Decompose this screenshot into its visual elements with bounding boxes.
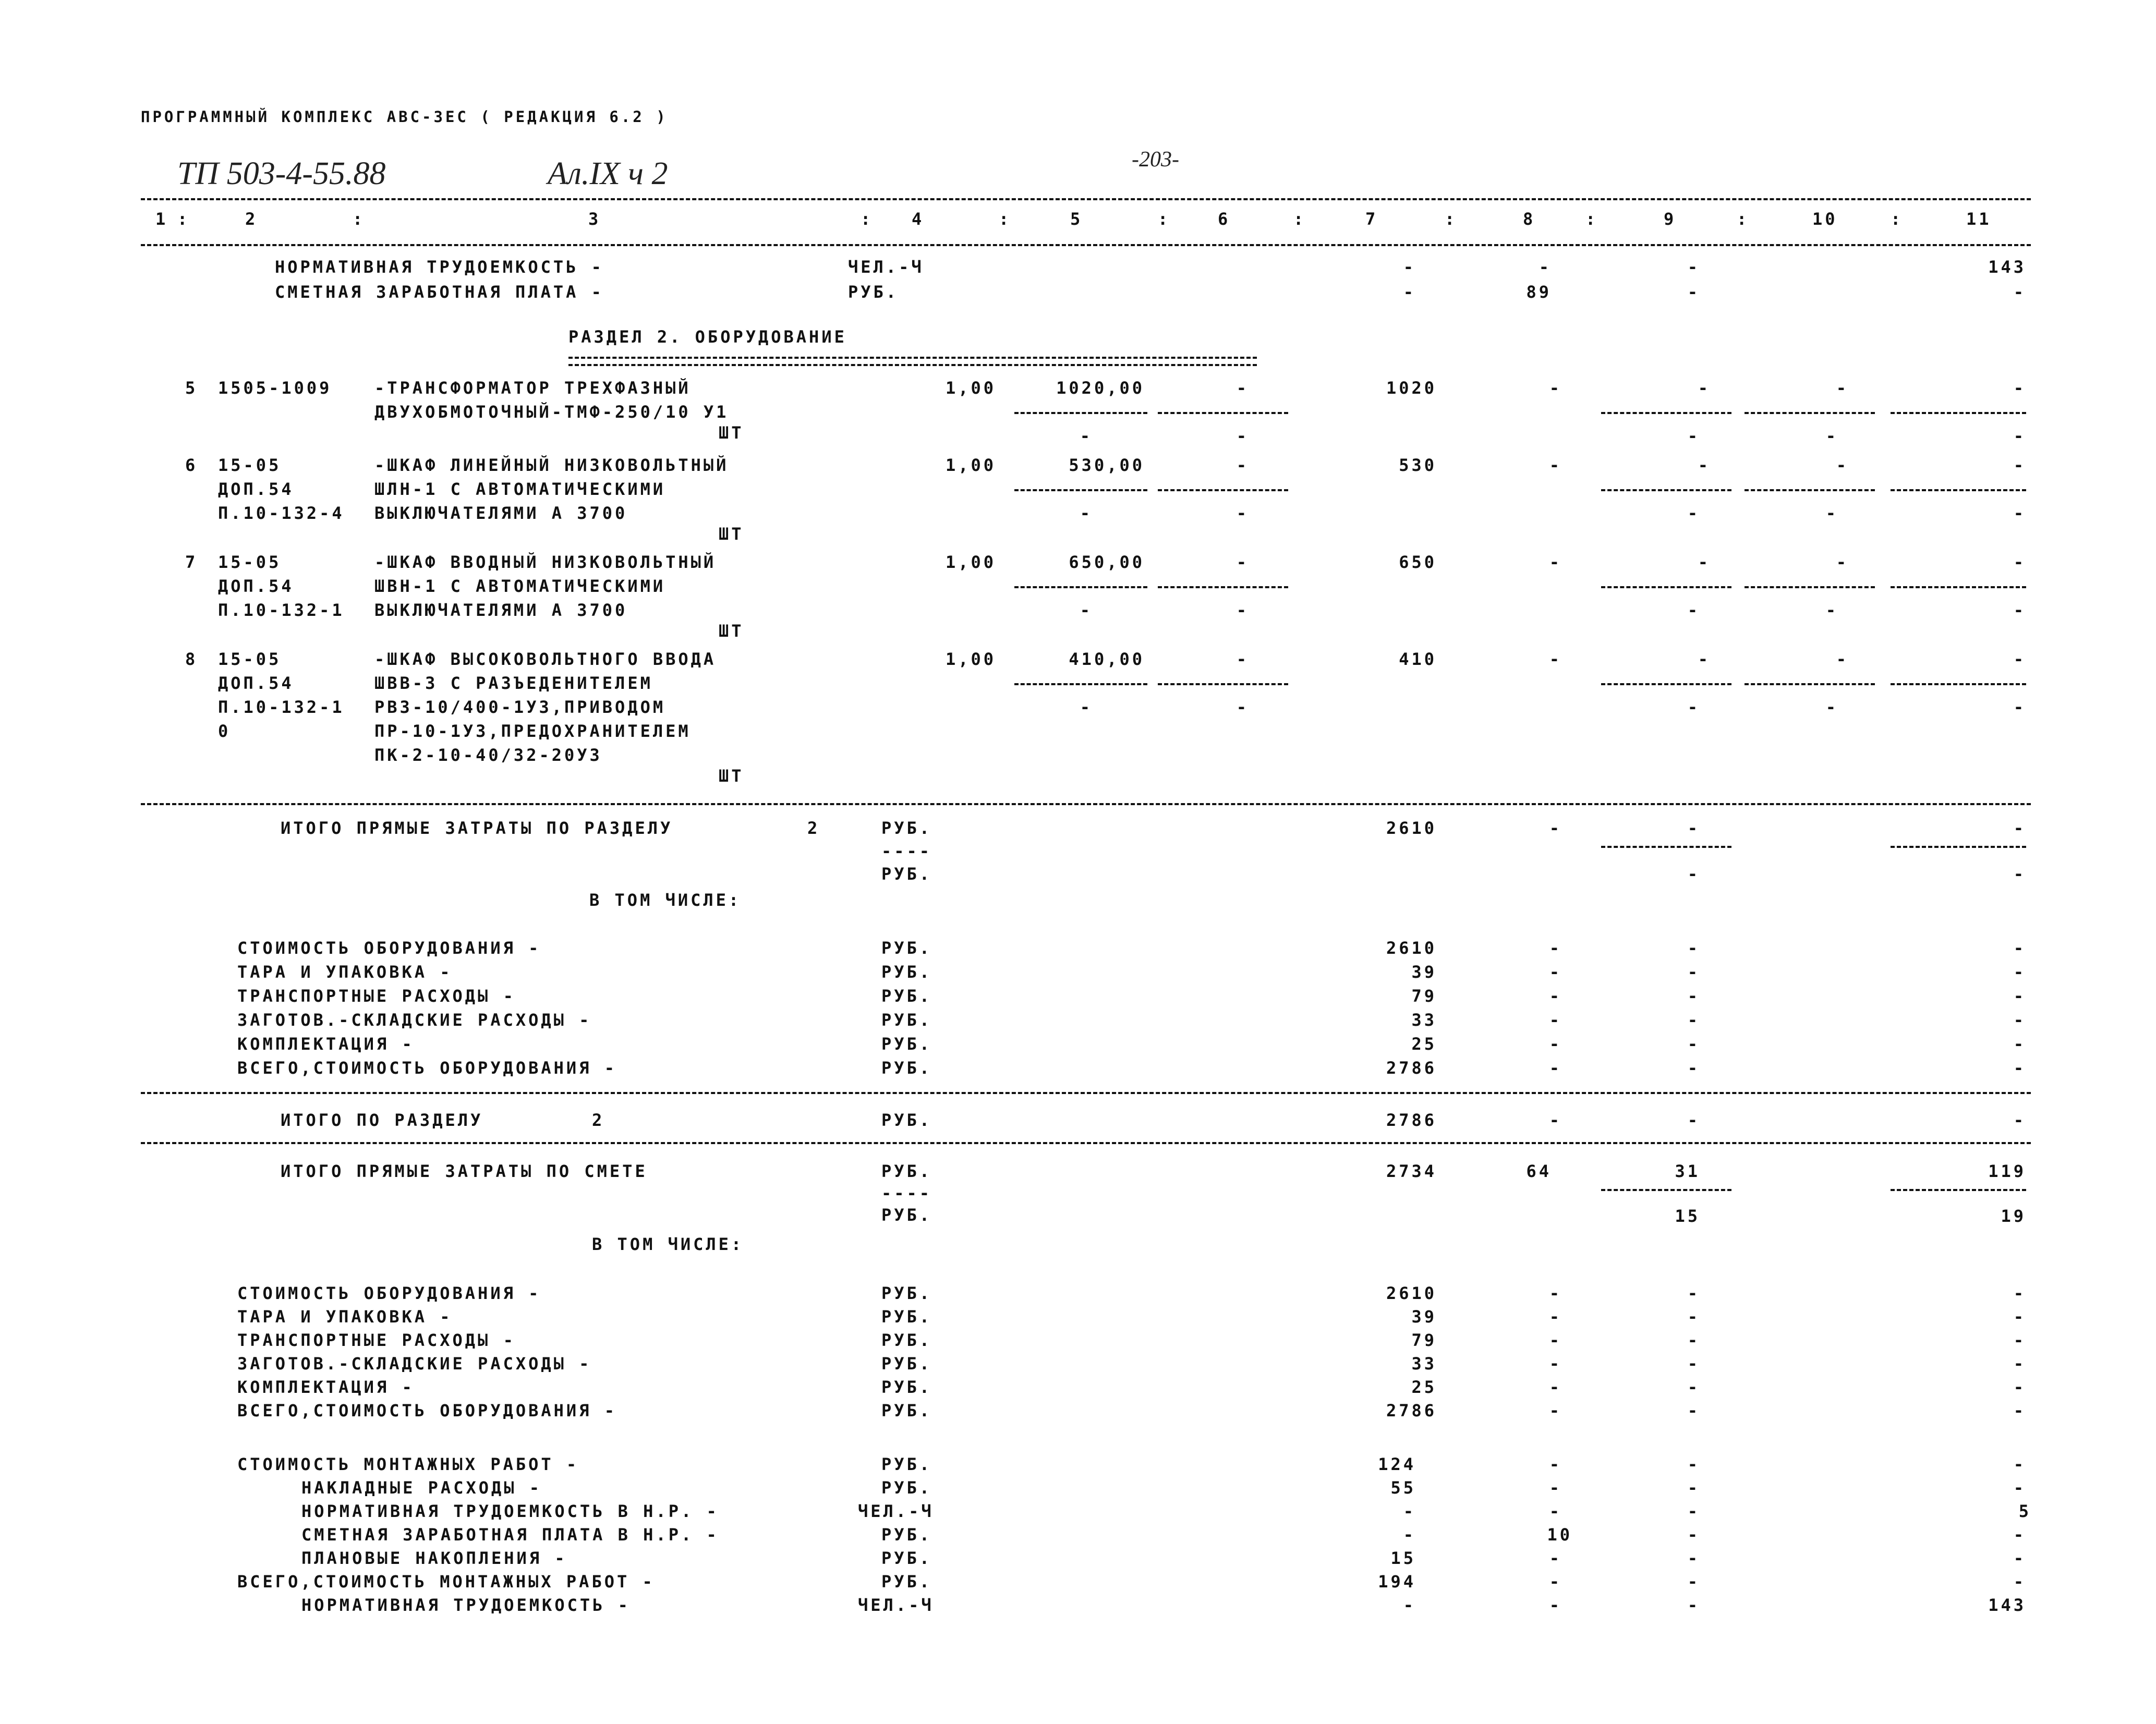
section-total-unit: РУБ. [881, 1110, 932, 1130]
item-name: ШВВ-3 С РАЗЪЕДЕНИТЕЛЕМ [374, 673, 653, 693]
item-c10-rule [1745, 586, 1875, 588]
section-total-c9: - [1687, 1110, 1700, 1130]
item-price-sub: - [1080, 426, 1093, 446]
section-total-bottom-rule [141, 1142, 2031, 1144]
column-number: 4 [912, 209, 925, 229]
item-c10-sub: - [1825, 426, 1838, 446]
column-separator: : [1158, 209, 1171, 229]
estimate-direct-costs-c9-rule [1601, 1189, 1731, 1191]
item-code: П.10-132-1 [218, 600, 345, 620]
direct-costs-section-number: 2 [807, 818, 820, 838]
breakdown-c11: - [2013, 1330, 2026, 1350]
item-c10-rule [1745, 489, 1875, 491]
item-c6-rule [1158, 489, 1288, 491]
item-c11-sub: - [2013, 697, 2026, 717]
including-label: В ТОМ ЧИСЛЕ: [589, 890, 742, 910]
item-code: 1505-1009 [218, 378, 332, 398]
top-total-label: СМЕТНАЯ ЗАРАБОТНАЯ ПЛАТА - [275, 282, 604, 302]
breakdown-c9: - [1687, 1401, 1700, 1421]
item-price: 650,00 [1069, 552, 1145, 572]
estimate-direct-costs-unit-dashes: ---- [881, 1183, 932, 1203]
top-total-c8: - [1539, 257, 1552, 277]
mounting-c9: - [1687, 1595, 1700, 1615]
mounting-c11: 5 [2018, 1501, 2031, 1521]
breakdown-c9: - [1687, 1034, 1700, 1054]
item-total: 410 [1399, 649, 1437, 669]
item-code: ДОП.54 [218, 673, 294, 693]
column-separator: : [1293, 209, 1306, 229]
breakdown-unit: РУБ. [881, 938, 932, 958]
mounting-label: ПЛАНОВЫЕ НАКОПЛЕНИЯ - [301, 1548, 567, 1568]
breakdown-unit: РУБ. [881, 1377, 932, 1397]
item-c6-rule [1158, 412, 1288, 414]
estimate-direct-costs-c9: 31 [1675, 1161, 1700, 1181]
item-c6-rule [1158, 586, 1288, 588]
item-total: 1020 [1386, 378, 1437, 398]
item-c9: - [1698, 552, 1711, 572]
doc-code: ТП 503-4-55.88 [177, 156, 386, 191]
mounting-c9: - [1687, 1478, 1700, 1498]
item-price-rule [1014, 683, 1147, 685]
item-c10-sub: - [1825, 600, 1838, 620]
breakdown-c9: - [1687, 1377, 1700, 1397]
top-total-unit: РУБ. [848, 282, 899, 302]
breakdown-c8: - [1549, 1377, 1562, 1397]
item-c8: - [1549, 378, 1562, 398]
breakdown-c8: - [1549, 1307, 1562, 1327]
mounting-unit: РУБ. [881, 1548, 932, 1568]
direct-costs-c11: - [2013, 818, 2026, 838]
section-title-double-rule [568, 357, 1257, 366]
breakdown-c7: 25 [1411, 1034, 1437, 1054]
top-total-unit: ЧЕЛ.-Ч [848, 257, 924, 277]
item-price: 530,00 [1069, 455, 1145, 475]
estimate-direct-costs-c11-sub: 19 [2001, 1206, 2026, 1226]
item-c8: - [1549, 649, 1562, 669]
breakdown-c7: 79 [1411, 1330, 1437, 1350]
breakdown-unit: РУБ. [881, 1034, 932, 1054]
item-c10: - [1836, 455, 1849, 475]
item-c11-sub: - [2013, 426, 2026, 446]
item-name: ВЫКЛЮЧАТЕЛЯМИ А 3700 [374, 503, 628, 523]
column-separator: : [1891, 209, 1904, 229]
item-name: -ШКАФ ВВОДНЫЙ НИЗКОВОЛЬТНЫЙ [374, 552, 717, 572]
item-name: -ТРАНСФОРМАТОР ТРЕХФАЗНЫЙ [374, 378, 691, 398]
item-unit: ШТ [719, 766, 744, 786]
mounting-unit: ЧЕЛ.-Ч [858, 1595, 934, 1615]
breakdown-label: СТОИМОСТЬ ОБОРУДОВАНИЯ - [237, 938, 541, 958]
item-code: 0 [218, 721, 231, 741]
breakdown-c11: - [2013, 1010, 2026, 1030]
mounting-c9: - [1687, 1525, 1700, 1545]
item-code: ДОП.54 [218, 479, 294, 499]
direct-costs-unit-dashes: ---- [881, 841, 932, 861]
item-c11: - [2013, 552, 2026, 572]
item-c6: - [1236, 649, 1249, 669]
estimate-direct-costs-unit: РУБ. [881, 1161, 932, 1181]
item-c9-sub: - [1687, 503, 1700, 523]
breakdown-c7: 33 [1411, 1354, 1437, 1374]
item-c6-sub: - [1236, 503, 1249, 523]
item-price: 410,00 [1069, 649, 1145, 669]
top-total-c9: - [1687, 257, 1700, 277]
item-c9-sub: - [1687, 600, 1700, 620]
breakdown-label: ЗАГОТОВ.-СКЛАДСКИЕ РАСХОДЫ - [237, 1010, 592, 1030]
mounting-c7: - [1403, 1595, 1416, 1615]
mounting-c8: - [1549, 1548, 1562, 1568]
top-total-c9: - [1687, 282, 1700, 302]
item-unit: ШТ [719, 621, 744, 641]
breakdown-unit: РУБ. [881, 1058, 932, 1078]
item-price-rule [1014, 489, 1147, 491]
mounting-c9: - [1687, 1501, 1700, 1521]
mounting-c11: - [2013, 1478, 2026, 1498]
item-c11-sub: - [2013, 600, 2026, 620]
breakdown-c7: 2610 [1386, 1283, 1437, 1303]
breakdown-c7: 25 [1411, 1377, 1437, 1397]
column-number: 3 [588, 209, 601, 229]
column-number: 1 [155, 209, 168, 229]
item-name: -ШКАФ ЛИНЕЙНЫЙ НИЗКОВОЛЬТНЫЙ [374, 455, 729, 475]
breakdown-c11: - [2013, 1354, 2026, 1374]
mounting-label: СТОИМОСТЬ МОНТАЖНЫХ РАБОТ - [237, 1454, 579, 1474]
item-c6: - [1236, 378, 1249, 398]
mounting-label: НАКЛАДНЫЕ РАСХОДЫ - [301, 1478, 542, 1498]
item-qty: 1,00 [945, 649, 996, 669]
breakdown-c9: - [1687, 1058, 1700, 1078]
header-bottom-rule [141, 244, 2031, 246]
breakdown-c9: - [1687, 1307, 1700, 1327]
item-c9-rule [1601, 586, 1731, 588]
breakdown-label: ТРАНСПОРТНЫЕ РАСХОДЫ - [237, 1330, 516, 1350]
item-code: 15-05 [218, 455, 282, 475]
direct-costs-c7: 2610 [1386, 818, 1437, 838]
item-total: 530 [1399, 455, 1437, 475]
breakdown-c9: - [1687, 1283, 1700, 1303]
item-name: -ШКАФ ВЫСОКОВОЛЬТНОГО ВВОДА [374, 649, 717, 669]
breakdown-c11: - [2013, 986, 2026, 1006]
mounting-c8: - [1549, 1478, 1562, 1498]
mounting-c7: 55 [1390, 1478, 1416, 1498]
direct-costs-c9: - [1687, 818, 1700, 838]
estimate-direct-costs-c11-rule [1891, 1189, 2026, 1191]
mounting-unit: РУБ. [881, 1478, 932, 1498]
breakdown-c11: - [2013, 1377, 2026, 1397]
mounting-c9: - [1687, 1548, 1700, 1568]
section-total-c11: - [2013, 1110, 2026, 1130]
item-c10-sub: - [1825, 503, 1838, 523]
item-total: 650 [1399, 552, 1437, 572]
item-price-sub: - [1080, 697, 1093, 717]
mounting-c9: - [1687, 1454, 1700, 1474]
item-c9-rule [1601, 412, 1731, 414]
breakdown-c7: 2786 [1386, 1058, 1437, 1078]
breakdown-c11: - [2013, 962, 2026, 982]
item-c11: - [2013, 649, 2026, 669]
mounting-c11: - [2013, 1572, 2026, 1592]
direct-costs-c11-rule [1891, 846, 2026, 848]
breakdown-unit: РУБ. [881, 962, 932, 982]
column-number: 2 [245, 209, 258, 229]
item-name: ШВН-1 С АВТОМАТИЧЕСКИМИ [374, 576, 666, 596]
mounting-label: НОРМАТИВНАЯ ТРУДОЕМКОСТЬ - [301, 1595, 631, 1615]
item-name: ПР-10-1У3,ПРЕДОХРАНИТЕЛЕМ [374, 721, 691, 741]
breakdown-c8: - [1549, 962, 1562, 982]
section-total-section-number: 2 [592, 1110, 605, 1130]
item-c11: - [2013, 455, 2026, 475]
item-c6-sub: - [1236, 600, 1249, 620]
breakdown-c7: 33 [1411, 1010, 1437, 1030]
breakdown-c11: - [2013, 938, 2026, 958]
item-c8: - [1549, 455, 1562, 475]
direct-costs-c11-sub: - [2013, 864, 2026, 884]
item-c10: - [1836, 552, 1849, 572]
breakdown-label: СТОИМОСТЬ ОБОРУДОВАНИЯ - [237, 1283, 541, 1303]
column-separator: : [861, 209, 874, 229]
column-separator: : [1737, 209, 1750, 229]
item-c9-sub: - [1687, 697, 1700, 717]
item-c6-sub: - [1236, 697, 1249, 717]
item-c11-rule [1891, 412, 2026, 414]
breakdown-c9: - [1687, 962, 1700, 982]
column-separator: : [1445, 209, 1458, 229]
direct-costs-unit2: РУБ. [881, 864, 932, 884]
breakdown-c11: - [2013, 1058, 2026, 1078]
column-separator: : [353, 209, 366, 229]
mounting-label: ВСЕГО,СТОИМОСТЬ МОНТАЖНЫХ РАБОТ - [237, 1572, 655, 1592]
item-name: ШЛН-1 С АВТОМАТИЧЕСКИМИ [374, 479, 666, 499]
item-c10-rule [1745, 412, 1875, 414]
breakdown-c8: - [1549, 1330, 1562, 1350]
breakdown-label: ВСЕГО,СТОИМОСТЬ ОБОРУДОВАНИЯ - [237, 1058, 617, 1078]
item-code: П.10-132-1 [218, 697, 345, 717]
item-code: 15-05 [218, 552, 282, 572]
breakdown-c9: - [1687, 986, 1700, 1006]
item-c6-sub: - [1236, 426, 1249, 446]
mounting-c11: 143 [1988, 1595, 2026, 1615]
mounting-unit: РУБ. [881, 1525, 932, 1545]
item-code: П.10-132-4 [218, 503, 345, 523]
breakdown-c8: - [1549, 1010, 1562, 1030]
breakdown-c7: 39 [1411, 962, 1437, 982]
mounting-c7: 124 [1378, 1454, 1416, 1474]
item-price-sub: - [1080, 503, 1093, 523]
item-c10-sub: - [1825, 697, 1838, 717]
breakdown-c7: 2610 [1386, 938, 1437, 958]
item-c9: - [1698, 649, 1711, 669]
breakdown-c11: - [2013, 1283, 2026, 1303]
item-price: 1020,00 [1056, 378, 1145, 398]
breakdown-c7: 39 [1411, 1307, 1437, 1327]
item-price-rule [1014, 412, 1147, 414]
item-c6: - [1236, 552, 1249, 572]
top-total-label: НОРМАТИВНАЯ ТРУДОЕМКОСТЬ - [275, 257, 604, 277]
direct-costs-top-rule [141, 803, 2031, 805]
top-total-c11: 143 [1988, 257, 2026, 277]
item-name: ДВУХОБМОТОЧНЫЙ-ТМФ-250/10 У1 [374, 402, 729, 422]
estimate-direct-costs-c8: 64 [1526, 1161, 1552, 1181]
item-c9-sub: - [1687, 426, 1700, 446]
item-c9-rule [1601, 683, 1731, 685]
breakdown-c8: - [1549, 1058, 1562, 1078]
breakdown-c8: - [1549, 938, 1562, 958]
breakdown-label: КОМПЛЕКТАЦИЯ - [237, 1034, 415, 1054]
breakdown-c7: 2786 [1386, 1401, 1437, 1421]
breakdown-c9: - [1687, 938, 1700, 958]
column-number: 9 [1664, 209, 1677, 229]
breakdown-unit: РУБ. [881, 1283, 932, 1303]
breakdown-label: ЗАГОТОВ.-СКЛАДСКИЕ РАСХОДЫ - [237, 1354, 592, 1374]
item-qty: 1,00 [945, 378, 996, 398]
item-c9: - [1698, 455, 1711, 475]
item-price-sub: - [1080, 600, 1093, 620]
item-name: ПК-2-10-40/32-20У3 [374, 745, 602, 765]
section-total-label: ИТОГО ПО РАЗДЕЛУ [281, 1110, 483, 1130]
item-code: 15-05 [218, 649, 282, 669]
breakdown-c8: - [1549, 986, 1562, 1006]
item-c11: - [2013, 378, 2026, 398]
section-title: РАЗДЕЛ 2. ОБОРУДОВАНИЕ [568, 327, 847, 347]
breakdown-label: КОМПЛЕКТАЦИЯ - [237, 1377, 415, 1397]
column-number: 10 [1812, 209, 1838, 229]
item-price-rule [1014, 586, 1147, 588]
estimate-direct-costs-c9-sub: 15 [1675, 1206, 1700, 1226]
column-number: 6 [1218, 209, 1231, 229]
item-c10: - [1836, 649, 1849, 669]
item-c9-rule [1601, 489, 1731, 491]
column-separator: : [1585, 209, 1598, 229]
item-code: ДОП.54 [218, 576, 294, 596]
item-number: 8 [185, 649, 198, 669]
mounting-label: СМЕТНАЯ ЗАРАБОТНАЯ ПЛАТА В Н.Р. - [301, 1525, 719, 1545]
direct-costs-c8: - [1549, 818, 1562, 838]
breakdown-c9: - [1687, 1354, 1700, 1374]
section-total-top-rule [141, 1092, 2031, 1094]
breakdown-unit: РУБ. [881, 1401, 932, 1421]
breakdown-c8: - [1549, 1401, 1562, 1421]
item-c9: - [1698, 378, 1711, 398]
breakdown-unit: РУБ. [881, 986, 932, 1006]
column-number: 7 [1365, 209, 1378, 229]
item-name: РВЗ-10/400-1У3,ПРИВОДОМ [374, 697, 666, 717]
breakdown-c8: - [1549, 1034, 1562, 1054]
item-c10: - [1836, 378, 1849, 398]
item-qty: 1,00 [945, 552, 996, 572]
item-unit: ШТ [719, 524, 744, 544]
item-c11-rule [1891, 586, 2026, 588]
breakdown-c11: - [2013, 1034, 2026, 1054]
breakdown-unit: РУБ. [881, 1010, 932, 1030]
mounting-unit: РУБ. [881, 1454, 932, 1474]
breakdown-c9: - [1687, 1330, 1700, 1350]
mounting-c8: - [1549, 1501, 1562, 1521]
item-c6: - [1236, 455, 1249, 475]
top-total-c7: - [1403, 282, 1416, 302]
direct-costs-label: ИТОГО ПРЯМЫЕ ЗАТРАТЫ ПО РАЗДЕЛУ [281, 818, 673, 838]
breakdown-c11: - [2013, 1401, 2026, 1421]
column-number: 11 [1966, 209, 1992, 229]
breakdown-label: ТАРА И УПАКОВКА - [237, 1307, 453, 1327]
item-c6-rule [1158, 683, 1288, 685]
breakdown-c8: - [1549, 1283, 1562, 1303]
breakdown-unit: РУБ. [881, 1307, 932, 1327]
mounting-c8: 10 [1547, 1525, 1572, 1545]
estimate-direct-costs-label: ИТОГО ПРЯМЫЕ ЗАТРАТЫ ПО СМЕТЕ [281, 1161, 648, 1181]
item-c11-rule [1891, 489, 2026, 491]
column-separator: : [177, 209, 190, 229]
breakdown-unit: РУБ. [881, 1330, 932, 1350]
mounting-unit: ЧЕЛ.-Ч [858, 1501, 934, 1521]
mounting-c7: - [1403, 1501, 1416, 1521]
section-total-c8: - [1549, 1110, 1562, 1130]
including-label: В ТОМ ЧИСЛЕ: [592, 1234, 744, 1254]
mounting-c7: - [1403, 1525, 1416, 1545]
mounting-label: НОРМАТИВНАЯ ТРУДОЕМКОСТЬ В Н.Р. - [301, 1501, 719, 1521]
mounting-c9: - [1687, 1572, 1700, 1592]
item-c11-rule [1891, 683, 2026, 685]
breakdown-label: ВСЕГО,СТОИМОСТЬ ОБОРУДОВАНИЯ - [237, 1401, 617, 1421]
estimate-direct-costs-c7: 2734 [1386, 1161, 1437, 1181]
mounting-c11: - [2013, 1525, 2026, 1545]
estimate-direct-costs-unit2: РУБ. [881, 1205, 932, 1225]
item-number: 6 [185, 455, 198, 475]
column-number: 5 [1070, 209, 1083, 229]
direct-costs-c9-sub: - [1687, 864, 1700, 884]
top-total-c11: - [2013, 282, 2026, 302]
mounting-c8: - [1549, 1595, 1562, 1615]
section-total-c7: 2786 [1386, 1110, 1437, 1130]
item-qty: 1,00 [945, 455, 996, 475]
item-number: 5 [185, 378, 198, 398]
breakdown-c11: - [2013, 1307, 2026, 1327]
item-unit: ШТ [719, 423, 744, 443]
mounting-c7: 15 [1390, 1548, 1416, 1568]
breakdown-label: ТАРА И УПАКОВКА - [237, 962, 453, 982]
item-c10-rule [1745, 683, 1875, 685]
column-number: 8 [1523, 209, 1536, 229]
item-c8: - [1549, 552, 1562, 572]
program-header: ПРОГРАММНЫЙ КОМПЛЕКС АВС-ЗЕС ( РЕДАКЦИЯ 6.2 ) [141, 108, 668, 126]
header-top-rule [141, 198, 2031, 200]
estimate-direct-costs-c11: 119 [1988, 1161, 2026, 1181]
item-number: 7 [185, 552, 198, 572]
mounting-c8: - [1549, 1572, 1562, 1592]
direct-costs-unit: РУБ. [881, 818, 932, 838]
breakdown-c7: 79 [1411, 986, 1437, 1006]
mounting-unit: РУБ. [881, 1572, 932, 1592]
mounting-c8: - [1549, 1454, 1562, 1474]
item-c11-sub: - [2013, 503, 2026, 523]
column-separator: : [999, 209, 1012, 229]
breakdown-c8: - [1549, 1354, 1562, 1374]
page-number: -203- [1132, 148, 1179, 172]
breakdown-label: ТРАНСПОРТНЫЕ РАСХОДЫ - [237, 986, 516, 1006]
mounting-c11: - [2013, 1548, 2026, 1568]
top-total-c8: 89 [1526, 282, 1552, 302]
mounting-c7: 194 [1378, 1572, 1416, 1592]
album-ref: Ал.IX ч 2 [548, 156, 668, 191]
breakdown-c9: - [1687, 1010, 1700, 1030]
mounting-c11: - [2013, 1454, 2026, 1474]
item-name: ВЫКЛЮЧАТЕЛЯМИ А 3700 [374, 600, 628, 620]
direct-costs-c9-rule [1601, 846, 1731, 848]
top-total-c7: - [1403, 257, 1416, 277]
breakdown-unit: РУБ. [881, 1354, 932, 1374]
